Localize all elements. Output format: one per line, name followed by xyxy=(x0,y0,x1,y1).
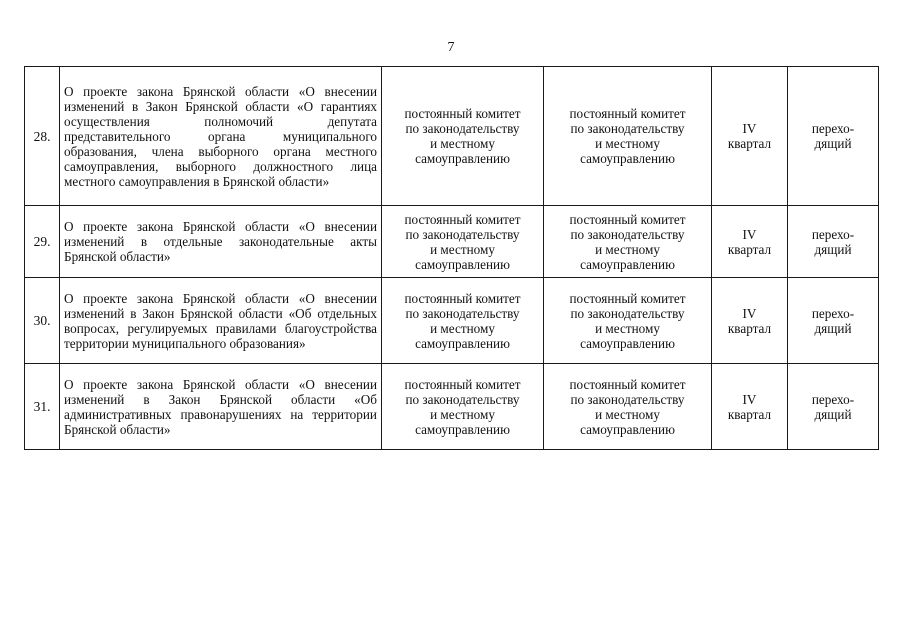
responsible-line: постоянный комитет xyxy=(404,290,521,306)
row-preparer xyxy=(544,278,712,364)
responsible-line: и местному xyxy=(430,406,495,422)
responsible-line: по законодательству xyxy=(405,391,520,407)
preparer-line: постоянный комитет xyxy=(569,290,686,306)
term-line: IV xyxy=(742,226,757,242)
note-line: перехо- xyxy=(811,226,855,242)
responsible-line: постоянный комитет xyxy=(404,376,521,392)
preparer-line: постоянный комитет xyxy=(569,211,686,227)
responsible-line: и местному xyxy=(430,320,495,336)
term-line: квартал xyxy=(727,136,772,151)
responsible-line: по законодательству xyxy=(405,226,520,242)
row-term xyxy=(712,278,788,364)
row-title: О проекте закона Брянской области «О внесении изменений в Закон Брянской области «О гарантиях осуществления полномочий депутата представительного органа муниципального образования, члена выборного органа местного самоуправления, выборного должностного лица местного самоуправления в Брянской области» xyxy=(60,67,382,206)
preparer-line: по законодательству xyxy=(570,305,685,321)
preparer-line: и местному xyxy=(595,241,660,257)
row-title: О проекте закона Брянской области «О внесении изменений в Закон Брянской области «Об административных правонарушениях на территории Брянской области» xyxy=(60,364,382,450)
preparer-line: постоянный комитет xyxy=(569,106,686,121)
row-number: 29. xyxy=(25,206,60,278)
table-row xyxy=(25,67,879,206)
responsible-line: по законодательству xyxy=(405,121,520,136)
preparer-line: постоянный комитет xyxy=(569,376,686,392)
term-line: квартал xyxy=(727,241,772,257)
preparer-line: по законодательству xyxy=(570,391,685,407)
row-number: 30. xyxy=(25,278,60,364)
row-term xyxy=(712,364,788,450)
term-line: IV xyxy=(742,305,757,321)
term-line: квартал xyxy=(727,320,772,336)
legislative-plan-table xyxy=(24,66,879,450)
row-term xyxy=(712,67,788,206)
note-line: дящий xyxy=(814,136,852,151)
row-note xyxy=(788,278,879,364)
responsible-line: постоянный комитет xyxy=(404,211,521,227)
responsible-line: самоуправлению xyxy=(415,421,510,437)
responsible-line: и местному xyxy=(430,136,495,151)
responsible-line: и местному xyxy=(430,241,495,257)
row-preparer xyxy=(544,67,712,206)
row-number: 28. xyxy=(25,67,60,206)
preparer-line: и местному xyxy=(595,406,660,422)
row-preparer xyxy=(544,206,712,278)
row-responsible xyxy=(382,278,544,364)
responsible-line: постоянный комитет xyxy=(404,106,521,121)
responsible-line: самоуправлению xyxy=(415,256,510,272)
row-note xyxy=(788,206,879,278)
responsible-line: самоуправлению xyxy=(415,151,510,166)
page-number: 7 xyxy=(447,40,455,55)
row-preparer xyxy=(544,364,712,450)
table-row xyxy=(25,364,879,450)
row-number: 31. xyxy=(25,364,60,450)
row-note xyxy=(788,364,879,450)
note-line: перехо- xyxy=(811,121,855,136)
table-row xyxy=(25,278,879,364)
preparer-line: и местному xyxy=(595,320,660,336)
row-title: О проекте закона Брянской области «О внесении изменений в отдельные законодательные акты Брянской области» xyxy=(60,206,382,278)
note-line: дящий xyxy=(814,406,852,422)
note-line: дящий xyxy=(814,241,852,257)
row-note xyxy=(788,67,879,206)
term-line: IV xyxy=(742,121,757,136)
preparer-line: и местному xyxy=(595,136,660,151)
note-line: перехо- xyxy=(811,391,855,407)
preparer-line: самоуправлению xyxy=(580,151,675,166)
preparer-line: по законодательству xyxy=(570,226,685,242)
preparer-line: самоуправлению xyxy=(580,421,675,437)
row-title: О проекте закона Брянской области «О внесении изменений в Закон Брянской области «Об отдельных вопросах, регулируемых правилами благоустройства территории муниципального образования» xyxy=(60,278,382,364)
preparer-line: самоуправлению xyxy=(580,256,675,272)
term-line: квартал xyxy=(727,406,772,422)
row-term xyxy=(712,206,788,278)
row-responsible xyxy=(382,67,544,206)
row-responsible xyxy=(382,364,544,450)
row-responsible xyxy=(382,206,544,278)
term-line: IV xyxy=(742,391,757,407)
responsible-line: самоуправлению xyxy=(415,335,510,351)
note-line: перехо- xyxy=(811,305,855,321)
table-row xyxy=(25,206,879,278)
note-line: дящий xyxy=(814,320,852,336)
preparer-line: по законодательству xyxy=(570,121,685,136)
responsible-line: по законодательству xyxy=(405,305,520,321)
preparer-line: самоуправлению xyxy=(580,335,675,351)
